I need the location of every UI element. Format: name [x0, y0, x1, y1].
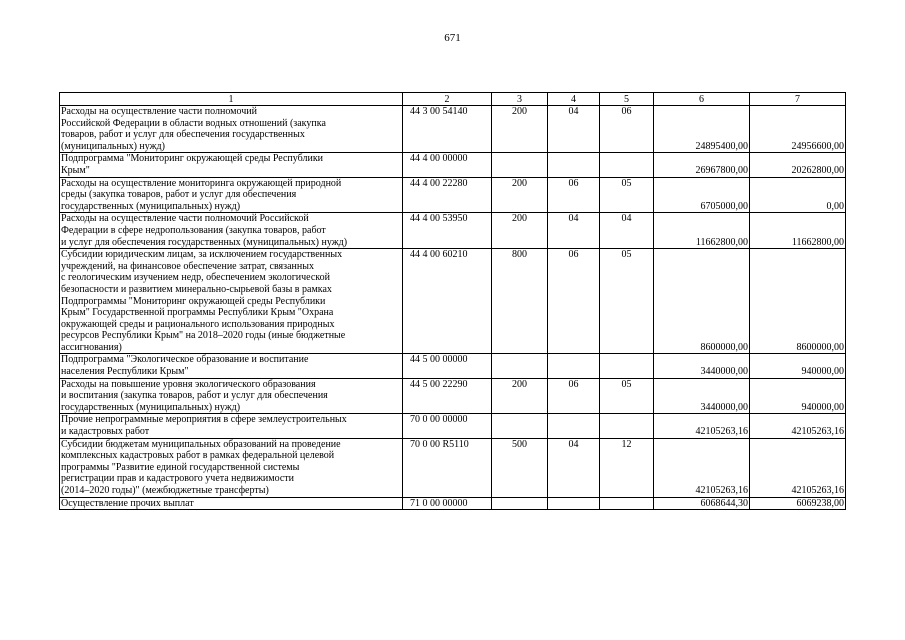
row-name-line: Подпрограмма "Мониторинг окружающей среды Республики	[61, 153, 324, 165]
row-name-line: Прочие непрограммные мероприятия в сфере землеустроительных	[61, 414, 347, 426]
table-row	[60, 177, 846, 213]
row-name-line: Расходы на осуществление мониторинга окружающей природной	[61, 177, 342, 189]
row-name-line: регистрации прав и кадастрового учета недвижимости	[61, 473, 295, 485]
subsection-cell: 12	[600, 438, 654, 497]
table-header-row	[60, 93, 846, 106]
row-name-line: Федерации в сфере недропользования (закупка товаров, работ	[61, 224, 326, 236]
table-row	[60, 438, 846, 497]
row-name-line: Расходы на повышение уровня экологического образования	[61, 378, 316, 390]
budget-table	[59, 92, 846, 510]
amount-cell-col6: 11662800,00	[654, 213, 750, 249]
row-name-line: Крым"	[61, 164, 90, 176]
row-name-line: государственных (муниципальных) нужд)	[61, 200, 241, 212]
expense-type-cell: 800	[492, 249, 548, 354]
column-header: 4	[548, 93, 600, 106]
row-name-line: Подпрограмма "Экологическое образование и воспитание	[61, 354, 309, 366]
subsection-cell: 05	[600, 177, 654, 213]
row-name-line: программы "Развитие единой государственной системы	[61, 461, 300, 473]
amount-cell-col6: 6705000,00	[654, 177, 750, 213]
row-name-line: с геологическим изучением недр, обеспечением экологической	[61, 272, 330, 284]
row-name-cell	[60, 354, 403, 378]
row-name-cell	[60, 106, 403, 153]
row-name-line: Крым" Государственной программы Республики Крым "Охрана	[61, 307, 334, 319]
amount-cell-col6: 3440000,00	[654, 354, 750, 378]
target-article-cell: 70 0 00 00000	[403, 414, 492, 438]
row-name-cell	[60, 177, 403, 213]
section-cell: 06	[548, 177, 600, 213]
amount-cell-col7: 940000,00	[750, 378, 846, 414]
amount-cell-col7: 0,00	[750, 177, 846, 213]
row-name-line: (муниципальных) нужд)	[61, 140, 165, 152]
expense-type-cell	[492, 497, 548, 510]
row-name-cell	[60, 497, 403, 510]
expense-type-cell	[492, 414, 548, 438]
row-name-cell	[60, 378, 403, 414]
section-cell: 06	[548, 378, 600, 414]
amount-cell-col6: 42105263,16	[654, 414, 750, 438]
page-number: 671	[444, 32, 461, 44]
amount-cell-col7: 42105263,16	[750, 414, 846, 438]
row-name-line: и услуг для обеспечения государственных (муниципальных) нужд)	[61, 236, 348, 248]
subsection-cell	[600, 414, 654, 438]
row-name-line: (2014–2020 годы)" (межбюджетные трансферты)	[61, 485, 269, 496]
subsection-cell: 04	[600, 213, 654, 249]
row-name-line: учреждений, на финансовое обеспечение затрат, связанных	[61, 260, 314, 272]
row-name-line: государственных (муниципальных) нужд)	[61, 401, 241, 413]
row-name-line: и воспитания (закупка товаров, работ и услуг для обеспечения	[61, 390, 328, 402]
table-row	[60, 354, 846, 378]
table-row	[60, 378, 846, 414]
subsection-cell: 05	[600, 249, 654, 354]
target-article-cell: 44 4 00 60210	[403, 249, 492, 354]
subsection-cell	[600, 497, 654, 510]
row-name-line: Осуществление прочих выплат	[61, 497, 194, 509]
row-name-line: ассигнования)	[61, 341, 122, 353]
row-name-line: безопасности и развитием минерально-сырьевой базы в рамках	[61, 283, 332, 295]
column-header: 3	[492, 93, 548, 106]
row-name-line: ресурсов Республики Крым" на 2018–2020 годы (иные бюджетные	[61, 330, 346, 342]
row-name-cell	[60, 249, 403, 354]
section-cell	[548, 414, 600, 438]
amount-cell-col7: 24956600,00	[750, 106, 846, 153]
row-name-line: Расходы на осуществление части полномочий Российской	[61, 213, 309, 225]
column-header: 2	[403, 93, 492, 106]
target-article-cell: 44 4 00 00000	[403, 153, 492, 177]
amount-cell-col7: 8600000,00	[750, 249, 846, 354]
expense-type-cell: 200	[492, 106, 548, 153]
amount-cell-col7: 20262800,00	[750, 153, 846, 177]
target-article-cell: 44 5 00 22290	[403, 378, 492, 414]
row-name-cell	[60, 153, 403, 177]
row-name-line: Подпрограммы "Мониторинг окружающей среды Республики	[61, 295, 326, 307]
amount-cell-col7: 940000,00	[750, 354, 846, 378]
target-article-cell: 44 3 00 54140	[403, 106, 492, 153]
target-article-cell: 70 0 00 R5110	[403, 438, 492, 497]
row-name-line: населения Республики Крым"	[61, 366, 189, 378]
amount-cell-col6: 24895400,00	[654, 106, 750, 153]
amount-cell-col7: 6069238,00	[750, 497, 846, 510]
section-cell	[548, 354, 600, 378]
amount-cell-col6: 8600000,00	[654, 249, 750, 354]
expense-type-cell: 200	[492, 378, 548, 414]
expense-type-cell: 500	[492, 438, 548, 497]
row-name-cell	[60, 414, 403, 438]
table-row	[60, 414, 846, 438]
section-cell: 04	[548, 213, 600, 249]
subsection-cell	[600, 354, 654, 378]
row-name-line: товаров, работ и услуг для обеспечения государственных	[61, 129, 305, 141]
row-name-cell	[60, 213, 403, 249]
subsection-cell: 06	[600, 106, 654, 153]
table-row	[60, 106, 846, 153]
target-article-cell: 71 0 00 00000	[403, 497, 492, 510]
column-header: 1	[60, 93, 403, 106]
row-name-line: Субсидии юридическим лицам, за исключением государственных	[61, 249, 343, 261]
row-name-line: среды (закупка товаров, работ и услуг для обеспечения	[61, 189, 297, 201]
row-name-line: комплексных кадастровых работ в рамках федеральной целевой	[61, 450, 335, 462]
row-name-line: Субсидии бюджетам муниципальных образований на проведение	[61, 438, 341, 450]
section-cell	[548, 497, 600, 510]
amount-cell-col7: 11662800,00	[750, 213, 846, 249]
column-header: 5	[600, 93, 654, 106]
row-name-line: и кадастровых работ	[61, 426, 150, 438]
table-row	[60, 153, 846, 177]
section-cell	[548, 153, 600, 177]
table-row	[60, 213, 846, 249]
expense-type-cell: 200	[492, 213, 548, 249]
table-row	[60, 497, 846, 510]
amount-cell-col6: 3440000,00	[654, 378, 750, 414]
subsection-cell: 05	[600, 378, 654, 414]
row-name-cell	[60, 438, 403, 497]
subsection-cell	[600, 153, 654, 177]
target-article-cell: 44 4 00 22280	[403, 177, 492, 213]
target-article-cell: 44 4 00 53950	[403, 213, 492, 249]
row-name-line: Расходы на осуществление части полномочий	[61, 106, 257, 117]
amount-cell-col6: 26967800,00	[654, 153, 750, 177]
column-header: 7	[750, 93, 846, 106]
expense-type-cell	[492, 354, 548, 378]
expense-type-cell	[492, 153, 548, 177]
row-name-line: Российской Федерации в области водных отношений (закупка	[61, 117, 326, 129]
row-name-line: окружающей среды и рационального использования природных	[61, 318, 335, 330]
section-cell: 06	[548, 249, 600, 354]
section-cell: 04	[548, 438, 600, 497]
section-cell: 04	[548, 106, 600, 153]
amount-cell-col6: 6068644,30	[654, 497, 750, 510]
amount-cell-col7: 42105263,16	[750, 438, 846, 497]
expense-type-cell: 200	[492, 177, 548, 213]
column-header: 6	[654, 93, 750, 106]
target-article-cell: 44 5 00 00000	[403, 354, 492, 378]
amount-cell-col6: 42105263,16	[654, 438, 750, 497]
table-row	[60, 249, 846, 354]
